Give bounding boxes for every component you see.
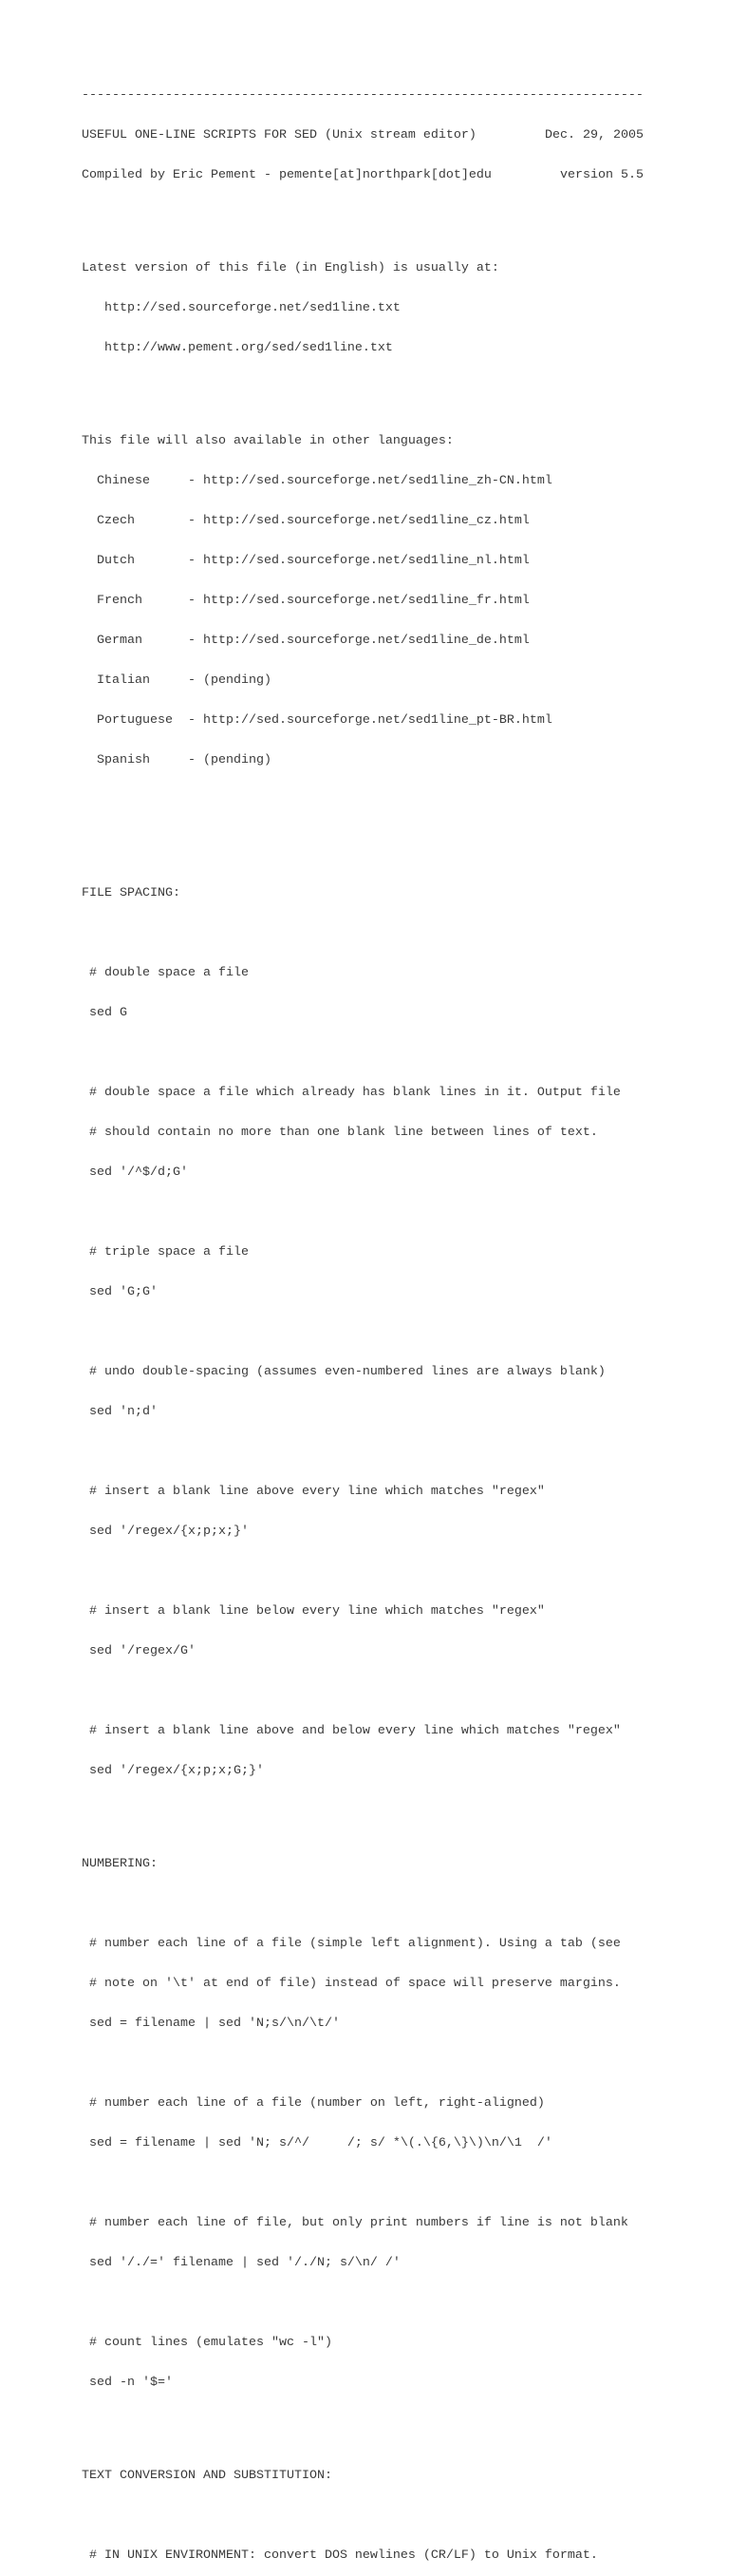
language-item: Portuguese - http://sed.sourceforge.net/sed1line_pt-BR.html	[82, 713, 552, 728]
languages-intro: This file will also available in other languages:	[82, 434, 454, 448]
blank-line	[82, 2297, 644, 2310]
comment-line: # double space a file which already has blank lines in it. Output file	[82, 1086, 621, 1100]
latest-url: http://www.pement.org/sed/sed1line.txt	[82, 341, 393, 355]
language-item: Czech - http://sed.sourceforge.net/sed1line_cz.html	[82, 514, 530, 528]
command-line: sed = filename | sed 'N;s/\n/\t/'	[82, 2017, 340, 2031]
section-heading-numbering: NUMBERING:	[82, 1857, 158, 1871]
comment-line: # insert a blank line above every line which matches "regex"	[82, 1485, 545, 1499]
author-line: Compiled by Eric Pement - pemente[at]northpark[dot]edu	[82, 168, 492, 182]
language-item: German - http://sed.sourceforge.net/sed1line_de.html	[82, 634, 530, 648]
latest-url: http://sed.sourceforge.net/sed1line.txt	[82, 301, 401, 315]
blank-line	[82, 1326, 644, 1339]
document-title: USEFUL ONE-LINE SCRIPTS FOR SED (Unix stream editor)	[82, 128, 477, 142]
command-line: sed = filename | sed 'N; s/^/ /; s/ *\(.\{6,\}\)\n/\1 /'	[82, 2136, 552, 2150]
blank-line	[82, 834, 644, 847]
comment-line: # should contain no more than one blank line between lines of text.	[82, 1126, 598, 1140]
language-item: Italian - (pending)	[82, 673, 271, 688]
language-item: Spanish - (pending)	[82, 753, 271, 767]
blank-line	[82, 2510, 644, 2523]
command-line: sed G	[82, 1006, 127, 1020]
section-heading-text-conversion: TEXT CONVERSION AND SUBSTITUTION:	[82, 2469, 332, 2483]
comment-line: # note on '\t' at end of file) instead of space will preserve margins.	[82, 1977, 621, 1991]
latest-intro: Latest version of this file (in English) is usually at:	[82, 261, 499, 275]
blank-line	[82, 382, 644, 395]
language-item: Dutch - http://sed.sourceforge.net/sed1line_nl.html	[82, 554, 530, 568]
command-line: sed '/^$/d;G'	[82, 1165, 188, 1180]
blank-line	[82, 2177, 644, 2190]
command-line: sed '/regex/G'	[82, 1644, 196, 1658]
document-date: Dec. 29, 2005	[545, 128, 644, 142]
blank-line	[82, 1685, 644, 1698]
comment-line: # insert a blank line below every line which matches "regex"	[82, 1604, 545, 1619]
blank-line	[82, 927, 644, 940]
comment-line: # number each line of a file (number on left, right-aligned)	[82, 2096, 545, 2111]
title-row	[82, 129, 644, 142]
language-item: Chinese - http://sed.sourceforge.net/sed1line_zh-CN.html	[82, 474, 552, 488]
section-heading-file-spacing: FILE SPACING:	[82, 886, 180, 900]
blank-line	[82, 794, 644, 807]
comment-line: # insert a blank line above and below every line which matches "regex"	[82, 1724, 621, 1738]
command-line: sed '/regex/{x;p;x;G;}'	[82, 1764, 264, 1778]
command-line: sed '/./=' filename | sed '/./N; s/\n/ /'	[82, 2256, 401, 2270]
command-line: sed 'G;G'	[82, 1285, 158, 1299]
blank-line	[82, 2057, 644, 2071]
comment-line: # number each line of a file (simple left alignment). Using a tab (see	[82, 1937, 621, 1951]
command-line: sed 'n;d'	[82, 1405, 158, 1419]
blank-line	[82, 1047, 644, 1060]
command-line: sed -n '$='	[82, 2376, 173, 2390]
comment-line: # undo double-spacing (assumes even-numbered lines are always blank)	[82, 1365, 606, 1379]
text-document	[82, 63, 644, 2576]
blank-line	[82, 1805, 644, 1818]
blank-line	[82, 1565, 644, 1579]
comment-line: # triple space a file	[82, 1245, 249, 1260]
comment-line: # number each line of file, but only print numbers if line is not blank	[82, 2216, 628, 2230]
command-line: sed '/regex/{x;p;x;}'	[82, 1525, 249, 1539]
author-row	[82, 169, 644, 182]
comment-line: # count lines (emulates "wc -l")	[82, 2336, 332, 2350]
language-item: French - http://sed.sourceforge.net/sed1line_fr.html	[82, 594, 530, 608]
comment-line: # IN UNIX ENVIRONMENT: convert DOS newlines (CR/LF) to Unix format.	[82, 2548, 598, 2563]
blank-line	[82, 209, 644, 222]
blank-line	[82, 2416, 644, 2430]
document-version: version 5.5	[560, 168, 644, 182]
blank-line	[82, 1898, 644, 1911]
header-rule: --------------------------------------------------------------------------	[82, 88, 644, 103]
blank-line	[82, 1206, 644, 1220]
comment-line: # double space a file	[82, 966, 249, 980]
blank-line	[82, 1446, 644, 1459]
